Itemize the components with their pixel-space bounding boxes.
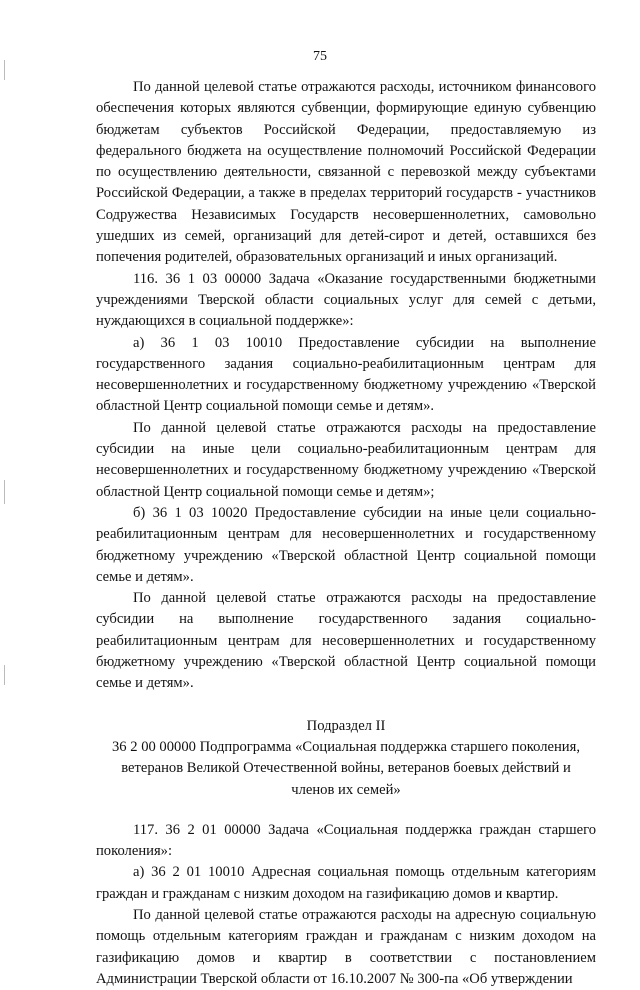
paragraph: По данной целевой статье отражаются расходы на адресную социальную помощь отдельным категориям граждан и гражданам с низким доходом на газификацию домов и квартир в соответствии с постановлением Администрации Тверской области от 16.10.2007 № 300-па «Об утверждении [96,906,596,987]
paragraph: 117. 36 2 01 00000 Задача «Социальная поддержка граждан старшего поколения»: [96,821,596,860]
document-body [96,77,596,990]
paragraph: а) 36 2 01 10010 Адресная социальная помощь отдельным категориям граждан и гражданам с низким доходом на газификацию домов и квартир. [96,864,596,902]
paragraph: а) 36 1 03 10010 Предоставление субсидии на выполнение государственного задания социально-реабилитационным центрам для несовершеннолетних и государственному бюджетному учреждению «Тверской областной Центр социальной помощи семье и детям». [96,334,596,415]
subsection-title: 36 2 00 00000 Подпрограмма «Социальная поддержка старшего поколения, ветеранов Великой Отечественной войны, ветеранов боевых действий и членов их семей» [112,738,580,798]
page-number: 75 [313,49,327,64]
paragraph: По данной целевой статье отражаются расходы на предоставление субсидии на иные цели социально-реабилитационным центрам для несовершеннолетних и государственному бюджетному учреждению «Тверской областной Центр социальной помощи семье и детям»; [96,419,596,500]
scan-edge-mark [4,665,5,685]
paragraph: По данной целевой статье отражаются расходы на предоставление субсидии на выполнение государственного задания социально-реабилитационным центрам для несовершеннолетних и государственному бюджетному учреждению «Тверской областной Центр социальной помощи семье и детям». [96,590,596,692]
paragraph: 116. 36 1 03 00000 Задача «Оказание государственными бюджетными учреждениями Тверской области социальных услуг для семей с детьми, нуждающихся в социальной поддержке»: [96,270,596,330]
scan-edge-mark [4,480,5,504]
paragraph: б) 36 1 03 10020 Предоставление субсидии на иные цели социально-реабилитационным центрам для несовершеннолетних и государственному бюджетному учреждению «Тверской областной Центр социальной помощи семье и детям». [96,504,596,585]
paragraph: По данной целевой статье отражаются расходы, источником финансового обеспечения которых являются субвенции, формирующие единую субвенцию бюджетам субъектов Российской Федерации, предоставляемую из федерального бюджета на осуществление полномочий Российской Федерации по осуществлению деятельности, связанной с перевозкой между субъектами Российской Федерации, а также в пределах территорий государств - участников Содружества Независимых Государств несовершеннолетних, самовольно ушедших из семей, организаций для детей-сирот и детей, оставшихся без попечения родителей, образовательных организаций и иных организаций. [96,79,596,266]
subsection-heading: Подраздел II [306,717,386,734]
scan-edge-mark [4,60,5,80]
